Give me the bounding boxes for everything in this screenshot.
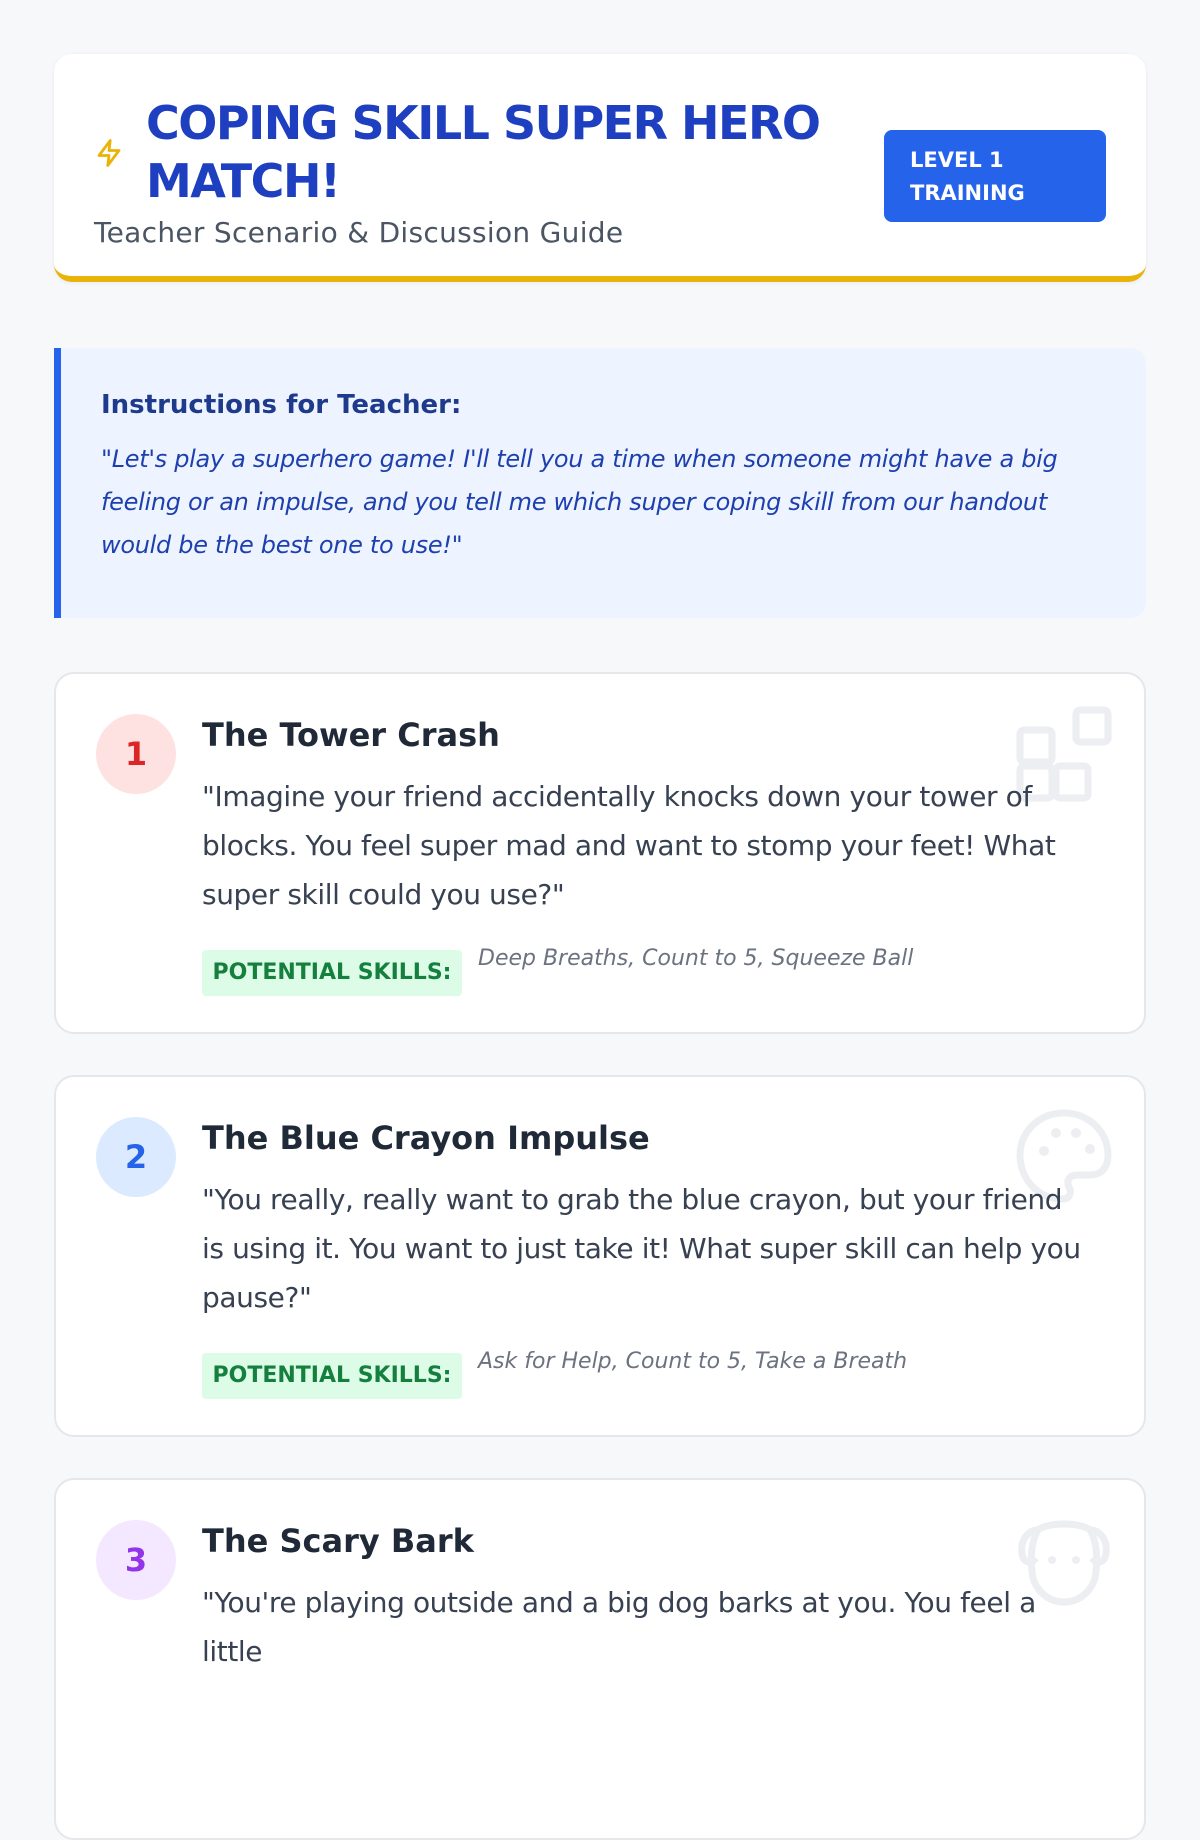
scenario-title: The Scary Bark — [202, 1522, 474, 1560]
scenario-card-1 — [54, 672, 1146, 1034]
scenario-number: 1 — [96, 714, 176, 794]
page-title: COPING SKILL SUPER HERO MATCH! — [146, 96, 820, 208]
level-badge: LEVEL 1 TRAINING — [884, 130, 1106, 222]
scenario-text: "You're playing outside and a big dog barks at you. You feel a little — [202, 1586, 1036, 1668]
scenario-text: "You really, really want to grab the blue crayon, but your friend is using it. You want to just take it! What super skill can help you pause?" — [202, 1183, 1081, 1314]
lightning-bolt-icon — [94, 136, 124, 170]
scenario-title: The Blue Crayon Impulse — [202, 1119, 650, 1157]
page-subtitle: Teacher Scenario & Discussion Guide — [94, 216, 624, 249]
scenario-title: The Tower Crash — [202, 716, 500, 754]
instructions-heading: Instructions for Teacher: — [101, 390, 462, 420]
scenario-number: 3 — [96, 1520, 176, 1600]
scenario-number: 2 — [96, 1117, 176, 1197]
scenario-card-2 — [54, 1075, 1146, 1437]
potential-skills-label: POTENTIAL SKILLS: — [202, 1353, 462, 1399]
potential-skills-list: Deep Breaths, Count to 5, Squeeze Ball — [478, 946, 914, 971]
potential-skills-label: POTENTIAL SKILLS: — [202, 950, 462, 996]
scenario-text: "Imagine your friend accidentally knocks down your tower of blocks. You feel super mad and want to stomp your feet! What super skill could you use?" — [202, 780, 1056, 911]
scenario-card-3 — [54, 1478, 1146, 1840]
teacher-instructions-panel — [54, 348, 1146, 618]
instructions-text: "Let's play a superhero game! I'll tell you a time when someone might have a big feeling or an impulse, and you tell me which super coping skill from our handout would be the best one to use!" — [101, 445, 1058, 559]
header-card — [54, 54, 1146, 282]
potential-skills-list: Ask for Help, Count to 5, Take a Breath — [478, 1349, 908, 1374]
